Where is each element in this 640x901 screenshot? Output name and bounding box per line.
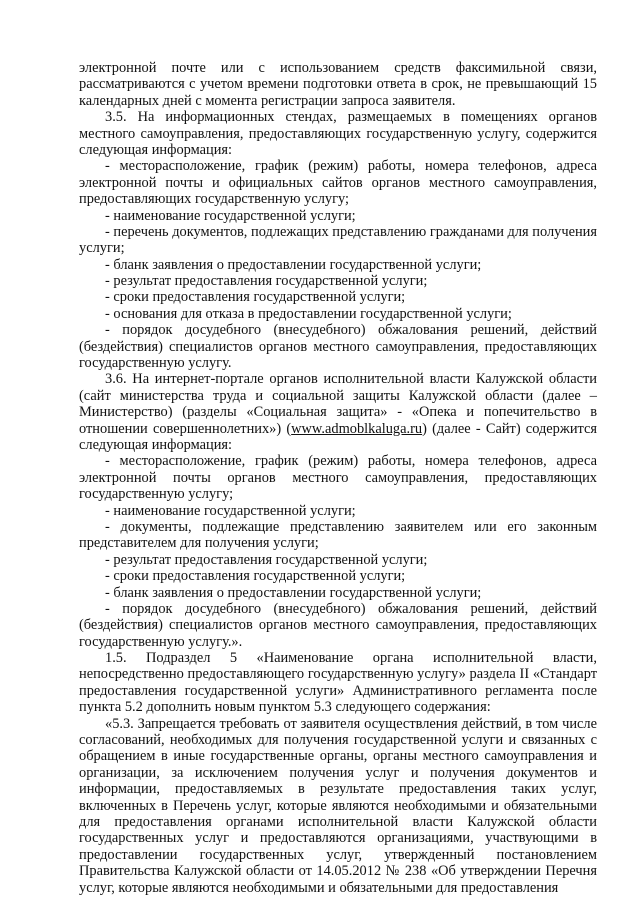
- paragraph: «5.3. Запрещается требовать от заявителя осуществления действий, в том числе согласований, необходимых для получения государственной услуги и связанных с обращением в иные государственные органы, органы местного самоуправления и организации, за исключением получения услуг и получения документов и информации, предоставляемых в результате предоставления таких услуг, включенных в Перечень услуг, которые являются необходимыми и обязательными для предоставления органами исполнительной власти Калужской области государственных услуг и предоставляются организациями, участвующими в предоставлении государственных услуг, утвержденный постановлением Правительства Калужской области от 14.05.2012 № 238 «Об утверждении Перечня услуг, которые являются необходимыми и обязательными для предоставления: [79, 715, 597, 896]
- list-item: - результат предоставления государственной услуги;: [105, 273, 428, 290]
- paragraph: 3.5. На информационных стендах, размещаемых в помещениях органов местного самоуправления, предоставляющих государственную услугу, содержится следующая информация:: [79, 109, 597, 158]
- paragraph: электронной почте или с использованием средств факсимильной связи, рассматриваются с учетом времени подготовки ответа в срок, не превышающий 15 календарных дней с момента регистрации запроса заявителя.: [79, 60, 597, 109]
- list-item: - основания для отказа в предоставлении государственной услуги;: [105, 305, 512, 322]
- paragraph-3-6: [79, 371, 597, 453]
- list-item: - наименование государственной услуги;: [105, 502, 356, 519]
- website-link[interactable]: www.admoblkaluga.ru: [291, 420, 423, 437]
- list-item: - бланк заявления о предоставлении государственной услуги;: [105, 584, 482, 601]
- list-item: - результат предоставления государственной услуги;: [105, 551, 428, 568]
- paragraph: 1.5. Подраздел 5 «Наименование органа исполнительной власти, непосредственно предоставляющего государственную услугу» раздела II «Стандарт предоставления государственной услуги» Административного регламента после пункта 5.2 дополнить новым пунктом 5.3 следующего содержания:: [79, 650, 597, 716]
- list-item: - сроки предоставления государственной услуги;: [105, 289, 406, 306]
- document-body: [79, 60, 597, 896]
- paragraph-text: ) (далее - Сайт) содержится следующая информация:: [79, 420, 597, 453]
- list-item: - порядок досудебного (внесудебного) обжалования решений, действий (бездействия) специалистов органов местного самоуправления, предоставляющих государственную услугу.».: [79, 600, 597, 650]
- list-item: - порядок досудебного (внесудебного) обжалования решений, действий (бездействия) специалистов органов местного самоуправления, предоставляющих государственную услугу.: [79, 322, 597, 372]
- list-item: - документы, подлежащие представлению заявителем или его законным представителем для получения услуги;: [79, 518, 597, 552]
- list-item: - сроки предоставления государственной услуги;: [105, 568, 406, 585]
- list-item: - месторасположение, график (режим) работы, номера телефонов, адреса электронной почты органов местного самоуправления, предоставляющих государственную услугу;: [79, 453, 597, 503]
- list-item: - перечень документов, подлежащих представлению гражданами для получения услуги;: [79, 223, 597, 257]
- list-item: - бланк заявления о предоставлении государственной услуги;: [105, 256, 482, 273]
- paragraph-text: 3.6. На интернет-портале органов исполнительной власти Калужской области (сайт министерства труда и социальной защиты Калужской области (далее – Министерство) (разделы «Социальная защита» - «Опека и попечительство в отношении совершеннолетних») (: [79, 371, 597, 437]
- list-item: - месторасположение, график (режим) работы, номера телефонов, адреса электронной почты и официальных сайтов органов местного самоуправления, предоставляющих государственную услугу;: [79, 158, 597, 208]
- list-item: - наименование государственной услуги;: [105, 207, 356, 224]
